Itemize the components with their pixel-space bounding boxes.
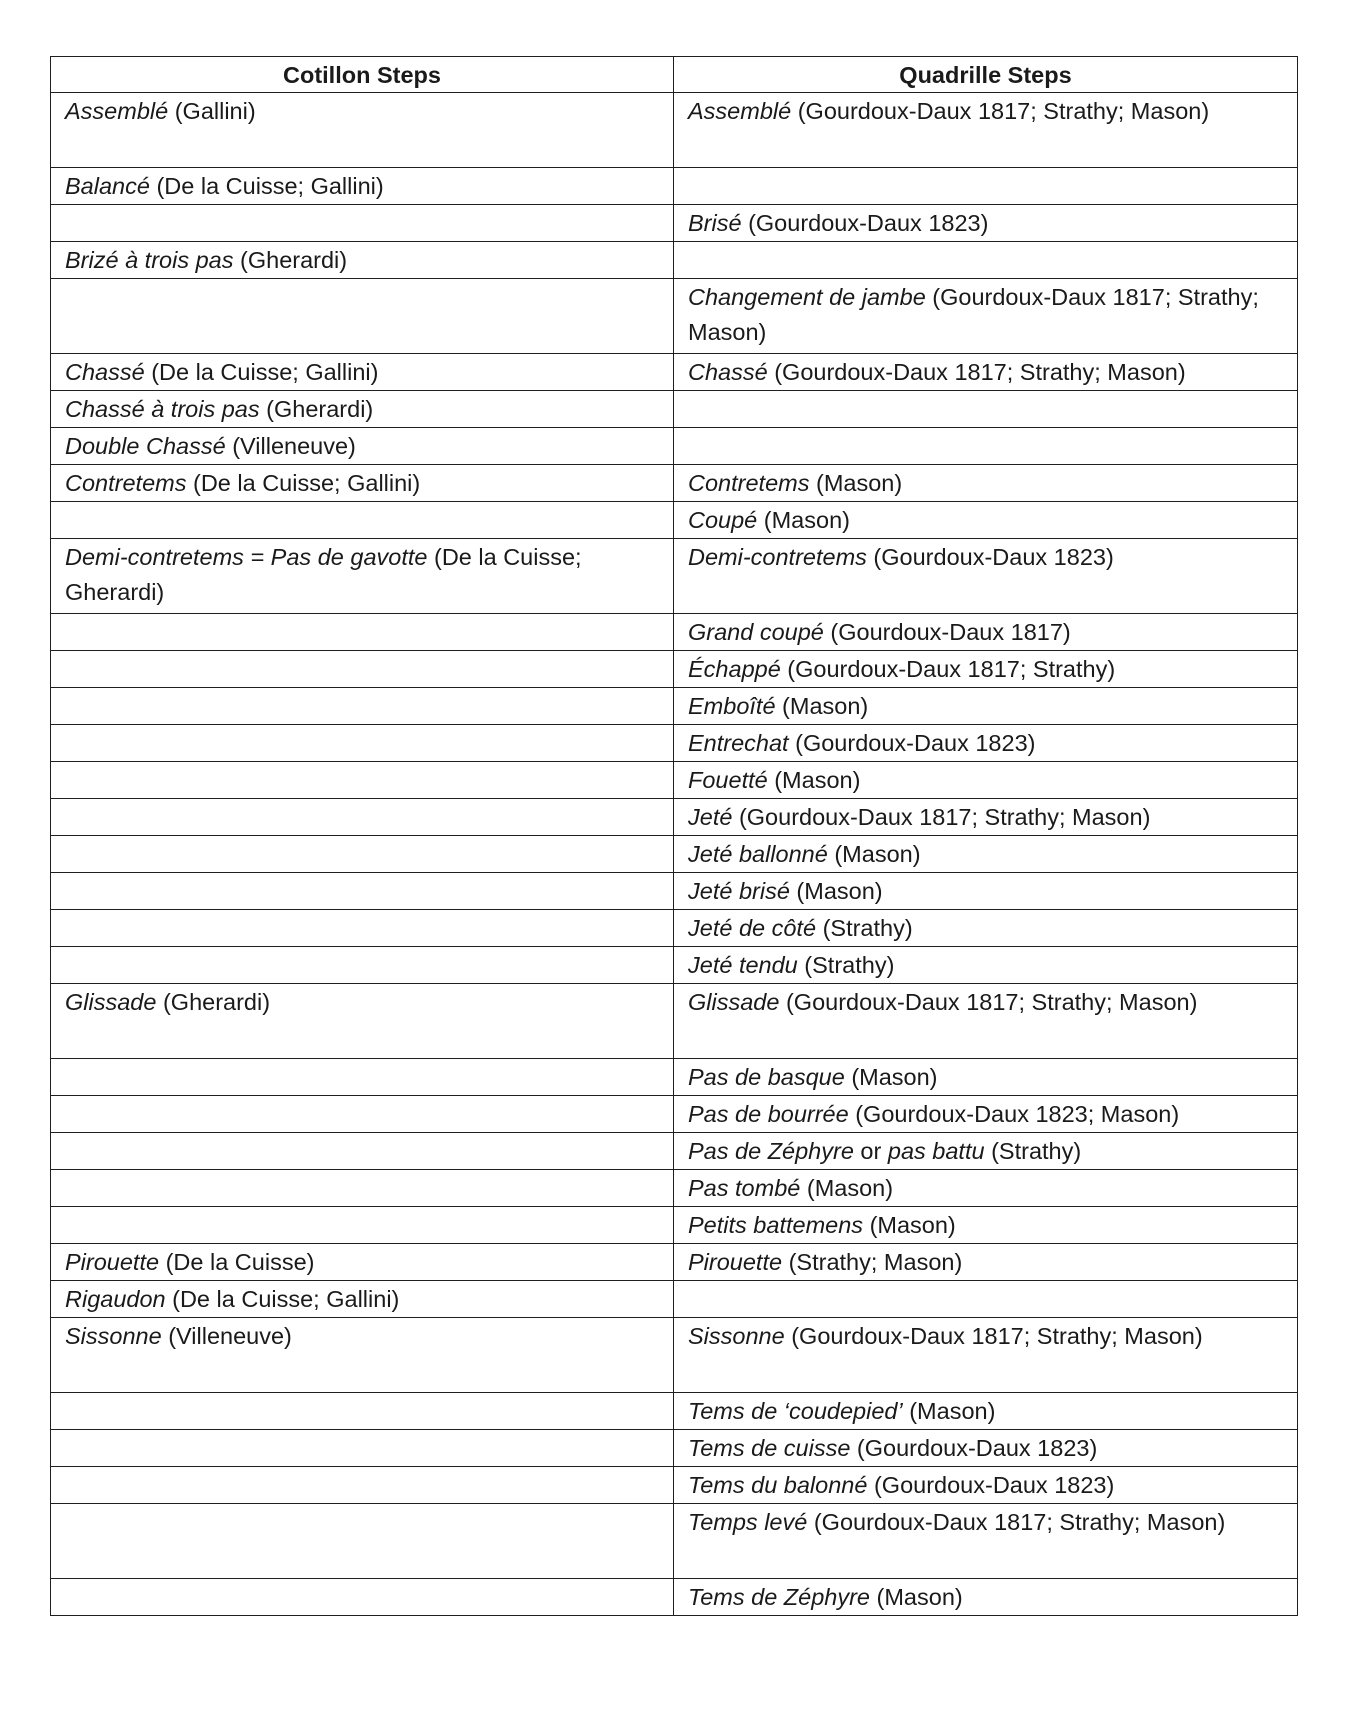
step-name: Coupé — [688, 507, 758, 533]
quadrille-cell — [674, 465, 1298, 502]
step-name: Assemblé — [688, 98, 792, 124]
cotillon-cell — [51, 614, 674, 651]
cotillon-cell — [51, 539, 674, 614]
step-name: Balancé — [65, 173, 150, 199]
cotillon-cell — [51, 1467, 674, 1504]
step-name: Tems de cuisse — [688, 1435, 851, 1461]
table-row — [51, 799, 1298, 836]
cotillon-cell — [51, 1207, 674, 1244]
step-name: Changement de jambe — [688, 284, 926, 310]
step-name: Tems de Zéphyre — [688, 1584, 870, 1610]
cotillon-cell — [51, 910, 674, 947]
step-source: (Gourdoux-Daux 1817; Strathy; Mason) — [732, 804, 1151, 830]
quadrille-cell — [674, 1244, 1298, 1281]
quadrille-cell — [674, 539, 1298, 614]
cotillon-cell — [51, 168, 674, 205]
table-row — [51, 1318, 1298, 1393]
table-row — [51, 1504, 1298, 1579]
quadrille-cell — [674, 1281, 1298, 1318]
step-name: Jeté — [688, 804, 733, 830]
step-source: (Gourdoux-Daux 1823; Mason) — [848, 1101, 1180, 1127]
cotillon-cell — [51, 836, 674, 873]
step-name: Contretems — [65, 470, 187, 496]
table-row — [51, 1430, 1298, 1467]
cotillon-cell — [51, 873, 674, 910]
quadrille-cell — [674, 762, 1298, 799]
cotillon-cell — [51, 1133, 674, 1170]
quadrille-cell — [674, 1430, 1298, 1467]
table-row — [51, 242, 1298, 279]
step-source: (Gourdoux-Daux 1823) — [867, 1472, 1115, 1498]
table-row — [51, 1059, 1298, 1096]
cotillon-cell — [51, 1281, 674, 1318]
step-name: Pas de Zéphyre — [688, 1138, 854, 1164]
step-source: (Gallini) — [168, 98, 256, 124]
cotillon-cell — [51, 279, 674, 354]
quadrille-cell — [674, 1207, 1298, 1244]
step-name: Pirouette — [688, 1249, 783, 1275]
cotillon-cell — [51, 1579, 674, 1616]
cotillon-cell — [51, 1318, 674, 1393]
table-row — [51, 984, 1298, 1059]
table-row — [51, 539, 1298, 614]
step-name: Pas de bourrée — [688, 1101, 849, 1127]
step-source: (Strathy) — [797, 952, 895, 978]
table-row — [51, 205, 1298, 242]
step-source: (Gourdoux-Daux 1817; Strathy; Mason) — [688, 284, 1259, 345]
cotillon-cell — [51, 651, 674, 688]
step-source: (Mason) — [775, 693, 869, 719]
cotillon-cell — [51, 391, 674, 428]
quadrille-cell — [674, 1579, 1298, 1616]
quadrille-cell — [674, 391, 1298, 428]
cotillon-cell — [51, 725, 674, 762]
step-source: (Mason) — [863, 1212, 956, 1238]
quadrille-cell — [674, 1133, 1298, 1170]
quadrille-cell — [674, 1318, 1298, 1393]
step-name: Brisé — [688, 210, 742, 236]
quadrille-cell — [674, 873, 1298, 910]
quadrille-cell — [674, 168, 1298, 205]
step-name: Sissonne — [65, 1323, 162, 1349]
step-source: (Gherardi) — [156, 989, 271, 1015]
table-row — [51, 354, 1298, 391]
step-name: Assemblé — [65, 98, 169, 124]
cotillon-cell — [51, 1393, 674, 1430]
step-name: Glissade — [65, 989, 157, 1015]
step-source: (Strathy) — [816, 915, 913, 941]
cotillon-cell — [51, 1170, 674, 1207]
step-source: (Villeneuve) — [161, 1323, 292, 1349]
step-name: Pas de basque — [688, 1064, 845, 1090]
table-row — [51, 725, 1298, 762]
step-name: Glissade — [688, 989, 780, 1015]
table-row — [51, 1133, 1298, 1170]
table-row — [51, 1467, 1298, 1504]
cotillon-cell — [51, 1059, 674, 1096]
step-source: (De la Cuisse) — [159, 1249, 315, 1275]
step-source: (Gourdoux-Daux 1823) — [866, 544, 1114, 570]
step-name: Demi-contretems = Pas de gavotte — [65, 544, 428, 570]
quadrille-cell — [674, 688, 1298, 725]
cotillon-cell — [51, 1430, 674, 1467]
step-source: (De la Cuisse; Gallini) — [144, 359, 379, 385]
step-source: (De la Cuisse; Gallini) — [149, 173, 384, 199]
step-source: (Gherardi) — [233, 247, 348, 273]
quadrille-cell — [674, 1170, 1298, 1207]
table-row — [51, 1096, 1298, 1133]
cotillon-cell — [51, 947, 674, 984]
table-row — [51, 1579, 1298, 1616]
table-row — [51, 279, 1298, 354]
step-name: Demi-contretems — [688, 544, 867, 570]
cotillon-cell — [51, 465, 674, 502]
cotillon-cell — [51, 1504, 674, 1579]
quadrille-cell — [674, 279, 1298, 354]
quadrille-cell — [674, 799, 1298, 836]
step-name: Pirouette — [65, 1249, 160, 1275]
table-row — [51, 688, 1298, 725]
table-row — [51, 651, 1298, 688]
step-source: (Gourdoux-Daux 1817; Strathy; Mason) — [779, 989, 1198, 1015]
quadrille-cell — [674, 502, 1298, 539]
step-name: Tems du balonné — [688, 1472, 868, 1498]
step-source: (Mason) — [870, 1584, 963, 1610]
step-name: Chassé — [688, 359, 768, 385]
quadrille-cell — [674, 1393, 1298, 1430]
step-source: or — [853, 1138, 888, 1164]
step-source: (Gourdoux-Daux 1817; Strathy; Mason) — [791, 98, 1210, 124]
step-source: (Mason) — [827, 841, 921, 867]
quadrille-cell — [674, 614, 1298, 651]
step-name: pas battu — [887, 1138, 985, 1164]
step-source: (De la Cuisse; Gherardi) — [65, 544, 582, 605]
steps-table — [50, 56, 1298, 1616]
table-body — [51, 93, 1298, 1616]
table-row — [51, 1207, 1298, 1244]
table-row — [51, 1281, 1298, 1318]
quadrille-cell — [674, 1467, 1298, 1504]
quadrille-cell — [674, 947, 1298, 984]
quadrille-cell — [674, 242, 1298, 279]
quadrille-cell — [674, 428, 1298, 465]
cotillon-cell — [51, 502, 674, 539]
table-row — [51, 168, 1298, 205]
quadrille-cell — [674, 1096, 1298, 1133]
header-cotillon-steps: Cotillon Steps — [51, 57, 674, 93]
step-source: (Gourdoux-Daux 1823) — [850, 1435, 1098, 1461]
step-name: Petits battemens — [688, 1212, 864, 1238]
header-row — [51, 57, 1298, 93]
step-name: Fouetté — [688, 767, 768, 793]
table-row — [51, 391, 1298, 428]
step-name: Jeté brisé — [688, 878, 790, 904]
quadrille-cell — [674, 1059, 1298, 1096]
step-source: (De la Cuisse; Gallini) — [186, 470, 421, 496]
quadrille-cell — [674, 836, 1298, 873]
step-name: Rigaudon — [65, 1286, 166, 1312]
cotillon-cell — [51, 984, 674, 1059]
step-source: (De la Cuisse; Gallini) — [165, 1286, 400, 1312]
step-source: (Mason) — [844, 1064, 938, 1090]
cotillon-cell — [51, 205, 674, 242]
quadrille-cell — [674, 1504, 1298, 1579]
step-source: (Mason) — [902, 1398, 996, 1424]
step-name: Temps levé — [688, 1509, 808, 1535]
step-source: (Gourdoux-Daux 1817; Strathy; Mason) — [767, 359, 1186, 385]
table-row — [51, 465, 1298, 502]
table-row — [51, 1393, 1298, 1430]
step-source: (Mason) — [757, 507, 850, 533]
step-source: (Mason) — [800, 1175, 894, 1201]
cotillon-cell — [51, 1244, 674, 1281]
table-row — [51, 502, 1298, 539]
step-name: Chassé à trois pas — [65, 396, 260, 422]
table-row — [51, 1170, 1298, 1207]
step-source: (Gourdoux-Daux 1823) — [788, 730, 1036, 756]
step-name: Brizé à trois pas — [65, 247, 234, 273]
step-source: (Mason) — [767, 767, 861, 793]
table-row — [51, 428, 1298, 465]
table-row — [51, 93, 1298, 168]
table-row — [51, 910, 1298, 947]
header-quadrille-steps: Quadrille Steps — [674, 57, 1298, 93]
quadrille-cell — [674, 725, 1298, 762]
quadrille-cell — [674, 651, 1298, 688]
step-source: (Gourdoux-Daux 1817; Strathy; Mason) — [784, 1323, 1203, 1349]
step-source: (Gourdoux-Daux 1823) — [741, 210, 989, 236]
step-source: (Villeneuve) — [225, 433, 356, 459]
cotillon-cell — [51, 799, 674, 836]
step-source: (Gherardi) — [259, 396, 374, 422]
cotillon-cell — [51, 242, 674, 279]
table-row — [51, 1244, 1298, 1281]
step-name: Jeté ballonné — [688, 841, 828, 867]
step-name: Contretems — [688, 470, 810, 496]
step-name: Échappé — [688, 656, 781, 682]
step-source: (Mason) — [789, 878, 883, 904]
step-name: Jeté tendu — [688, 952, 798, 978]
step-name: Double Chassé — [65, 433, 226, 459]
cotillon-cell — [51, 428, 674, 465]
table-row — [51, 873, 1298, 910]
cotillon-cell — [51, 762, 674, 799]
step-name: Jeté de côté — [688, 915, 817, 941]
step-name: Tems de ‘coudepied’ — [688, 1398, 903, 1424]
quadrille-cell — [674, 984, 1298, 1059]
table-row — [51, 614, 1298, 651]
cotillon-cell — [51, 354, 674, 391]
step-source: (Gourdoux-Daux 1817; Strathy) — [780, 656, 1116, 682]
step-source: (Strathy) — [984, 1138, 1082, 1164]
cotillon-cell — [51, 688, 674, 725]
step-source: (Strathy; Mason) — [782, 1249, 963, 1275]
quadrille-cell — [674, 93, 1298, 168]
step-name: Chassé — [65, 359, 145, 385]
step-name: Pas tombé — [688, 1175, 801, 1201]
quadrille-cell — [674, 354, 1298, 391]
step-name: Entrechat — [688, 730, 789, 756]
table-row — [51, 836, 1298, 873]
step-name: Sissonne — [688, 1323, 785, 1349]
table-header — [51, 57, 1298, 93]
quadrille-cell — [674, 910, 1298, 947]
step-source: (Gourdoux-Daux 1817) — [823, 619, 1071, 645]
quadrille-cell — [674, 205, 1298, 242]
step-name: Emboîté — [688, 693, 776, 719]
cotillon-cell — [51, 93, 674, 168]
table-row — [51, 762, 1298, 799]
cotillon-cell — [51, 1096, 674, 1133]
step-source: (Gourdoux-Daux 1817; Strathy; Mason) — [807, 1509, 1226, 1535]
step-name: Grand coupé — [688, 619, 824, 645]
table-row — [51, 947, 1298, 984]
step-source: (Mason) — [809, 470, 903, 496]
